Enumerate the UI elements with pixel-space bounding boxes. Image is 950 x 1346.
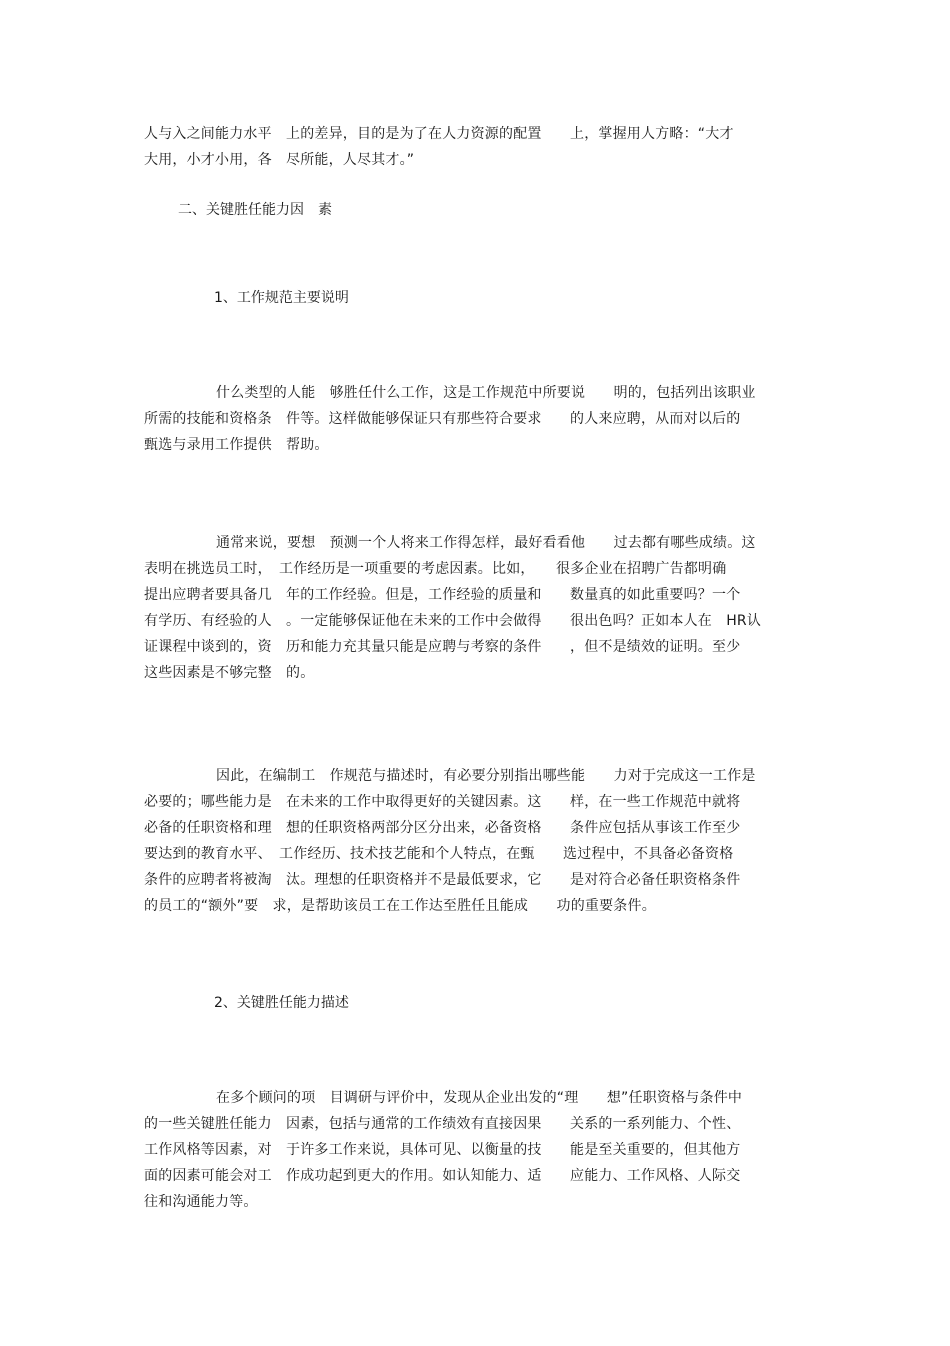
paragraph-line: 这些因素是不够完整 的。 <box>144 665 315 681</box>
paragraph-line: 什么类型的人能 够胜任什么工作，这是工作规范中所要说 明的，包括列出该职业 <box>216 385 756 401</box>
paragraph-line: 因此，在编制工 作规范与描述时，有必要分别指出哪些能 力对于完成这一工作是 <box>216 768 756 784</box>
paragraph-line: 证课程中谈到的，资 历和能力充其量只能是应聘与考察的条件 ，但不是绩效的证明。至少 <box>144 639 741 655</box>
paragraph-line: 有学历、有经验的人 。一定能够保证他在未来的工作中会做得 很出色吗？正如本人在 HR认 <box>144 613 762 629</box>
paragraph-line: 所需的技能和资格条 件等。这样做能够保证只有那些符合要求 的人来应聘，从而对以后的 <box>144 411 741 427</box>
paragraph-line: 必要的；哪些能力是 在未来的工作中取得更好的关键因素。这 样，在一些工作规范中就将 <box>144 794 741 810</box>
paragraph-line: 工作风格等因素，对 于许多工作来说，具体可见、以衡量的技 能是至关重要的，但其他方 <box>144 1142 741 1158</box>
job-spec-paragraph-2 <box>144 530 824 686</box>
intro-line-1: 人与入之间能力水平 上的差异，目的是为了在人力资源的配置 上，掌握用人方略：“大才 <box>144 126 734 142</box>
paragraph-line: 条件的应聘者将被淘 汰。理想的任职资格并不是最低要求，它 是对符合必备任职资格条件 <box>144 872 741 888</box>
intro-line-2: 大用，小才小用，各 尽所能，人尽其才。” <box>144 152 415 168</box>
competency-description-paragraph <box>144 1085 824 1215</box>
intro-paragraph <box>144 121 824 173</box>
section-heading-key-competency-factors: 二、关键胜任能力因 素 <box>178 202 332 218</box>
paragraph-line: 的员工的“额外”要 求，是帮助该员工在工作达至胜任且能成 功的重要条件。 <box>144 898 656 914</box>
subsection-heading-competency-description: 2、关键胜任能力描述 <box>214 995 349 1011</box>
paragraph-line: 甄选与录用工作提供 帮助。 <box>144 437 329 453</box>
paragraph-line: 表明在挑选员工时， 工作经历是一项重要的考虑因素。比如， 很多企业在招聘广告都明确 <box>144 561 727 577</box>
paragraph-line: 要达到的教育水平、 工作经历、技术技艺能和个人特点，在甄 选过程中，不具备必备资格 <box>144 846 734 862</box>
job-spec-paragraph-1 <box>144 380 824 458</box>
paragraph-line: 通常来说，要想 预测一个人将来工作得怎样，最好看看他 过去都有哪些成绩。这 <box>216 535 756 551</box>
paragraph-line: 往和沟通能力等。 <box>144 1194 258 1210</box>
paragraph-line: 的一些关键胜任能力 因素，包括与通常的工作绩效有直接因果 关系的一系列能力、个性、 <box>144 1116 741 1132</box>
subsection-heading-job-spec: 1、工作规范主要说明 <box>214 290 349 306</box>
paragraph-line: 在多个顾问的项 目调研与评价中，发现从企业出发的“理 想”任职资格与条件中 <box>216 1090 743 1106</box>
paragraph-line: 必备的任职资格和理 想的任职资格两部分区分出来，必备资格 条件应包括从事该工作至少 <box>144 820 741 836</box>
paragraph-line: 提出应聘者要具备几 年的工作经验。但是，工作经验的质量和 数量真的如此重要吗？一个 <box>144 587 741 603</box>
paragraph-line: 面的因素可能会对工 作成功起到更大的作用。如认知能力、适 应能力、工作风格、人际交 <box>144 1168 741 1184</box>
job-spec-paragraph-3 <box>144 763 824 919</box>
